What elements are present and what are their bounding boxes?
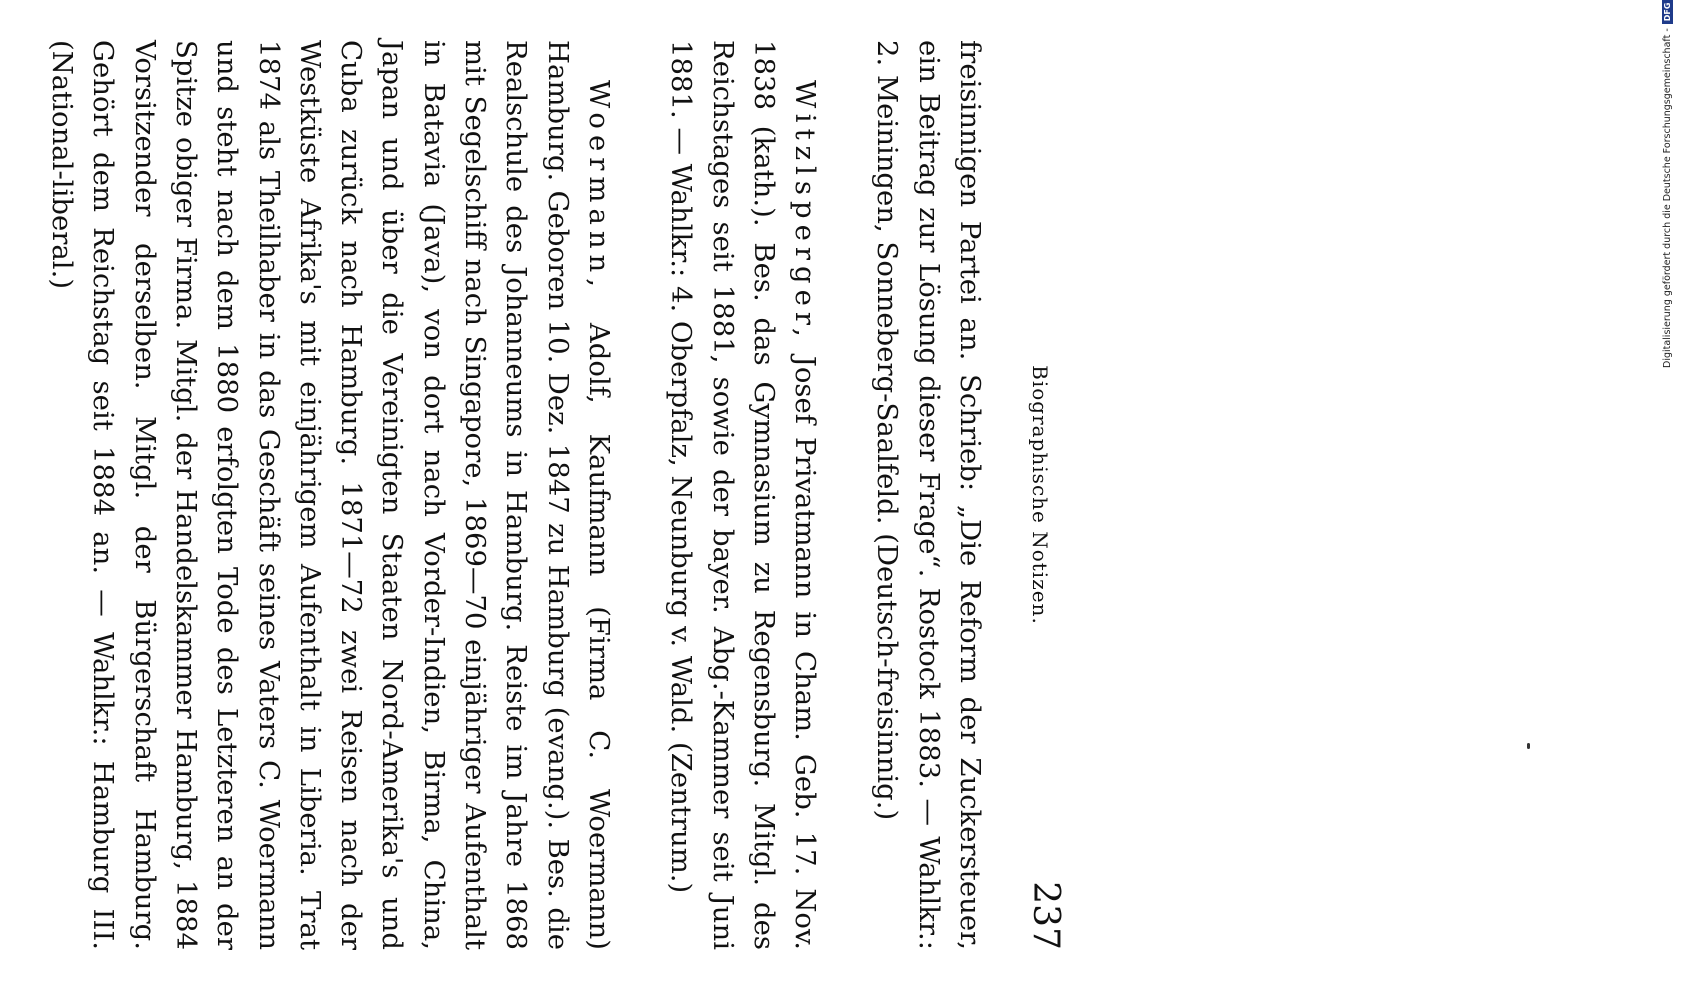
- entry-name: Woermann,: [582, 80, 615, 294]
- running-head: [1010, 40, 1066, 950]
- entry-text: Josef Privatmann in Cham. Geb. 17. Nov. 1838 (kath.). Bes. das Gymnasium zu Regensburg. Mitgl. des Reichstages seit 1881, sowie der bayer. Abg.-Kammer seit Juni 1881. — Wahlkr.: 4. Oberpfalz, Neunburg v. Wald. (Zentrum.): [665, 40, 822, 950]
- dfg-logo: DFG: [1662, 0, 1673, 24]
- entry-name: Witzlsperger,: [789, 80, 822, 343]
- entry-witzlsperger: [660, 40, 825, 950]
- entry-woermann: [41, 40, 619, 950]
- entry-text: freisinnigen Partei an. Schrieb: „Die Reform der Zuckersteuer, ein Beitrag zur Lösung dieser Frage“. Rostock 1883. — Wahlkr.: 2. Meiningen, Sonneberg-Saalfeld. (Deutsch-freisinnig.): [871, 40, 986, 950]
- credit-text: [1662, 2, 1682, 368]
- credit-label: Digitalisierung gefördert durch die Deutsche Forschungsgemeinschaft -: [1662, 28, 1673, 368]
- rotated-book-page: [0, 40, 1066, 951]
- scan-speck: [1527, 743, 1530, 749]
- entry-continuation: [866, 40, 990, 950]
- body-text: [0, 40, 990, 950]
- page-number: 237: [1025, 881, 1066, 950]
- entry-text: Adolf, Kaufmann (Firma C. Woermann) Hamburg. Geboren 10. Dez. 1847 zu Hamburg (evang.). Bes. die Realschule des Johanneums in Hamburg. Reiste im Jahre 1868 mit Segelschiff nach Singapore, 1869—70 einjähriger Aufenthalt in Batavia (Java), von dort nach Vorder-Indien, Birma, China, Japan und über die Vereinigten Staaten Nord-Amerika's und Cuba zurück nach Hamburg. 1871—72 zwei Reisen nach der Westküste Afrika's mit einjährigem Aufenthalt in Liberia. Trat 1874 als Theilhaber in das Geschäft seines Vaters C. Woermann und steht nach dem 1880 erfolgten Tode des Letzteren an der Spitze obiger Firma. Mitgl. der Handelskammer Hamburg, 1884 Vorsitzender derselben. Mitgl. der Bürgerschaft Hamburg. Gehört dem Reichstag seit 1884 an. — Wahlkr.: Hamburg III. (National-liberal.): [46, 40, 615, 951]
- digitization-credit: [1662, 2, 1686, 368]
- running-title: Biographische Notizen.: [1028, 365, 1052, 625]
